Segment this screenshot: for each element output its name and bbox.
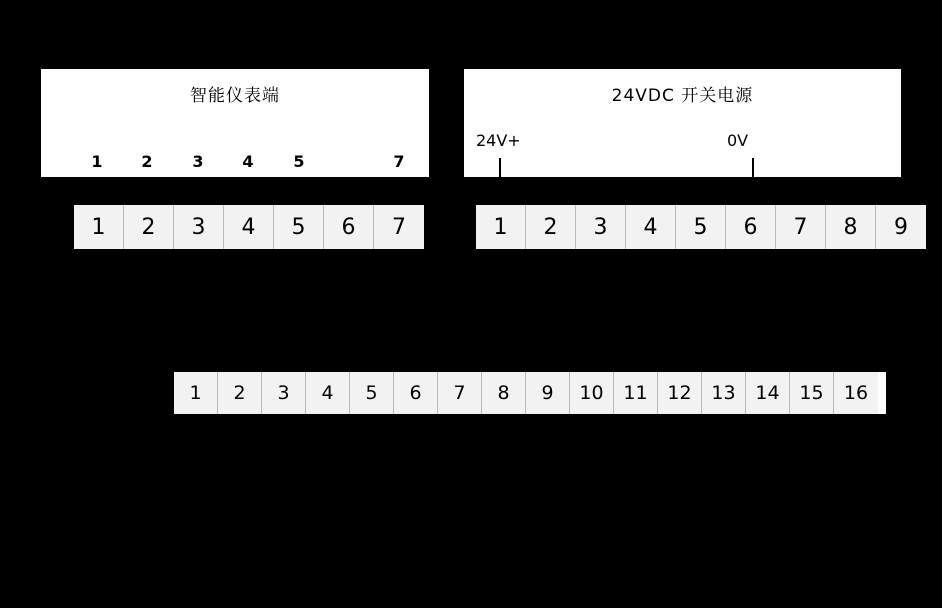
power-device-box [462,67,903,179]
strip-x2-cell-1[interactable]: 1 [74,205,124,249]
strip-x1-cell-5[interactable]: 5 [350,372,394,414]
strip-x3-name: X3 [470,262,506,290]
strip-x1-name: X1 [99,378,135,406]
meter-pin-3: 3 [192,152,204,171]
strip-x3-cell-8[interactable]: 8 [826,205,876,249]
caption-heating-control-line2: 调压模块 [708,463,769,481]
caption-air-valve [554,440,654,460]
strip-x1-cell-7[interactable]: 7 [438,372,482,414]
strip-x2-name: X2 [48,262,84,290]
meter-wire-5 [298,179,300,205]
caption-regulating-valve [777,462,879,502]
strip-x1-cell-15[interactable]: 15 [790,372,834,414]
strip-x3-cell-2[interactable]: 2 [526,205,576,249]
bracket-differential-pressure [362,416,406,434]
meter-pin-2: 2 [141,152,153,171]
strip-x1-cell-11[interactable]: 11 [614,372,658,414]
strip-x1-cell-9[interactable]: 9 [526,372,570,414]
strip-x1-cell-13[interactable]: 13 [702,372,746,414]
caption-humidity-line2: 传感器 [182,477,228,495]
strip-x1-cell-16[interactable]: 16 [834,372,878,414]
bracket-temperature [272,416,316,434]
bracket-humidity [184,416,228,434]
caption-heating-control-line1: 加热 [723,443,754,461]
strip-x3-cell-5[interactable]: 5 [676,205,726,249]
strip-x2-cell-7[interactable]: 7 [374,205,424,249]
caption-humidity [155,456,255,496]
caption-differential-pressure-line2: 传感器 [360,477,406,495]
power-rail-negative-label: 0V [727,131,749,150]
meter-wire-2 [146,179,148,205]
bracket-humidity-stem [205,434,207,452]
bracket-differential-pressure-stem [383,434,385,452]
bracket-regulating-valve [806,416,850,434]
caption-damper-feedback [421,440,521,460]
meter-wire-7-horizontal [398,180,420,182]
strip-x3-cell-6[interactable]: 6 [726,205,776,249]
strip-x2-cell-2[interactable]: 2 [124,205,174,249]
bracket-temperature-stem [293,434,295,452]
caption-heating-control-line3: 控制信号 [708,483,769,501]
caption-humidity-line1: 湿度 [189,457,220,475]
strip-x1-cell-6[interactable]: 6 [394,372,438,414]
power-device-title: 24VDC 开关电源 [611,86,754,106]
strip-x1-cell-10[interactable]: 10 [570,372,614,414]
strip-x1-cell-8[interactable]: 8 [482,372,526,414]
strip-x1-cell-12[interactable]: 12 [658,372,702,414]
meter-wire-7 [398,179,400,205]
strip-x2-cell-6[interactable]: 6 [324,205,374,249]
strip-x1-cell-1[interactable]: 1 [174,372,218,414]
caption-damper-feedback-line1: 风门反馈 [440,441,501,459]
strip-x3-cell-7[interactable]: 7 [776,205,826,249]
caption-regulating-valve-line2: 控制信号 [797,483,858,501]
bracket-damper-feedback [450,416,494,434]
bracket-heating-control [717,416,761,434]
strip-x3-cell-9[interactable]: 9 [876,205,926,249]
meter-device-title: 智能仪表端 [190,86,280,106]
strip-x3-cell-4[interactable]: 4 [626,205,676,249]
power-rail-positive-label: 24V+ [476,131,521,150]
power-wire-positive [499,158,501,205]
strip-x2 [72,203,426,251]
caption-regulating-valve-line1: 调节阀 [805,463,851,481]
caption-temperature-line1: 温度 [277,457,308,475]
meter-pin-1: 1 [91,152,103,171]
strip-x3-cell-3[interactable]: 3 [576,205,626,249]
strip-x1-cell-3[interactable]: 3 [262,372,306,414]
strip-x1-cell-14[interactable]: 14 [746,372,790,414]
bracket-air-valve [583,416,627,434]
bracket-regulating-valve-stem [827,434,829,448]
caption-differential-pressure-line1: 差压 [367,457,398,475]
caption-temperature [243,456,343,496]
caption-air-valve-line1: 风阀 [588,441,619,459]
strip-x2-cell-5[interactable]: 5 [274,205,324,249]
meter-pin-7: 7 [393,152,405,171]
strip-x3-cell-1[interactable]: 1 [476,205,526,249]
strip-x2-cell-4[interactable]: 4 [224,205,274,249]
meter-pin-5: 5 [293,152,305,171]
meter-pin-4: 4 [242,152,254,171]
strip-x1-cell-2[interactable]: 2 [218,372,262,414]
caption-heating-control [688,442,790,502]
strip-x3 [474,203,928,251]
meter-wire-1 [96,179,98,205]
strip-x1 [172,370,888,416]
meter-wire-4 [247,179,249,205]
meter-wire-3 [197,179,199,205]
strip-x2-cell-3[interactable]: 3 [174,205,224,249]
caption-temperature-line2: 传感器 [270,477,316,495]
strip-x1-cell-4[interactable]: 4 [306,372,350,414]
power-wire-negative [752,158,754,205]
caption-differential-pressure [333,456,433,496]
